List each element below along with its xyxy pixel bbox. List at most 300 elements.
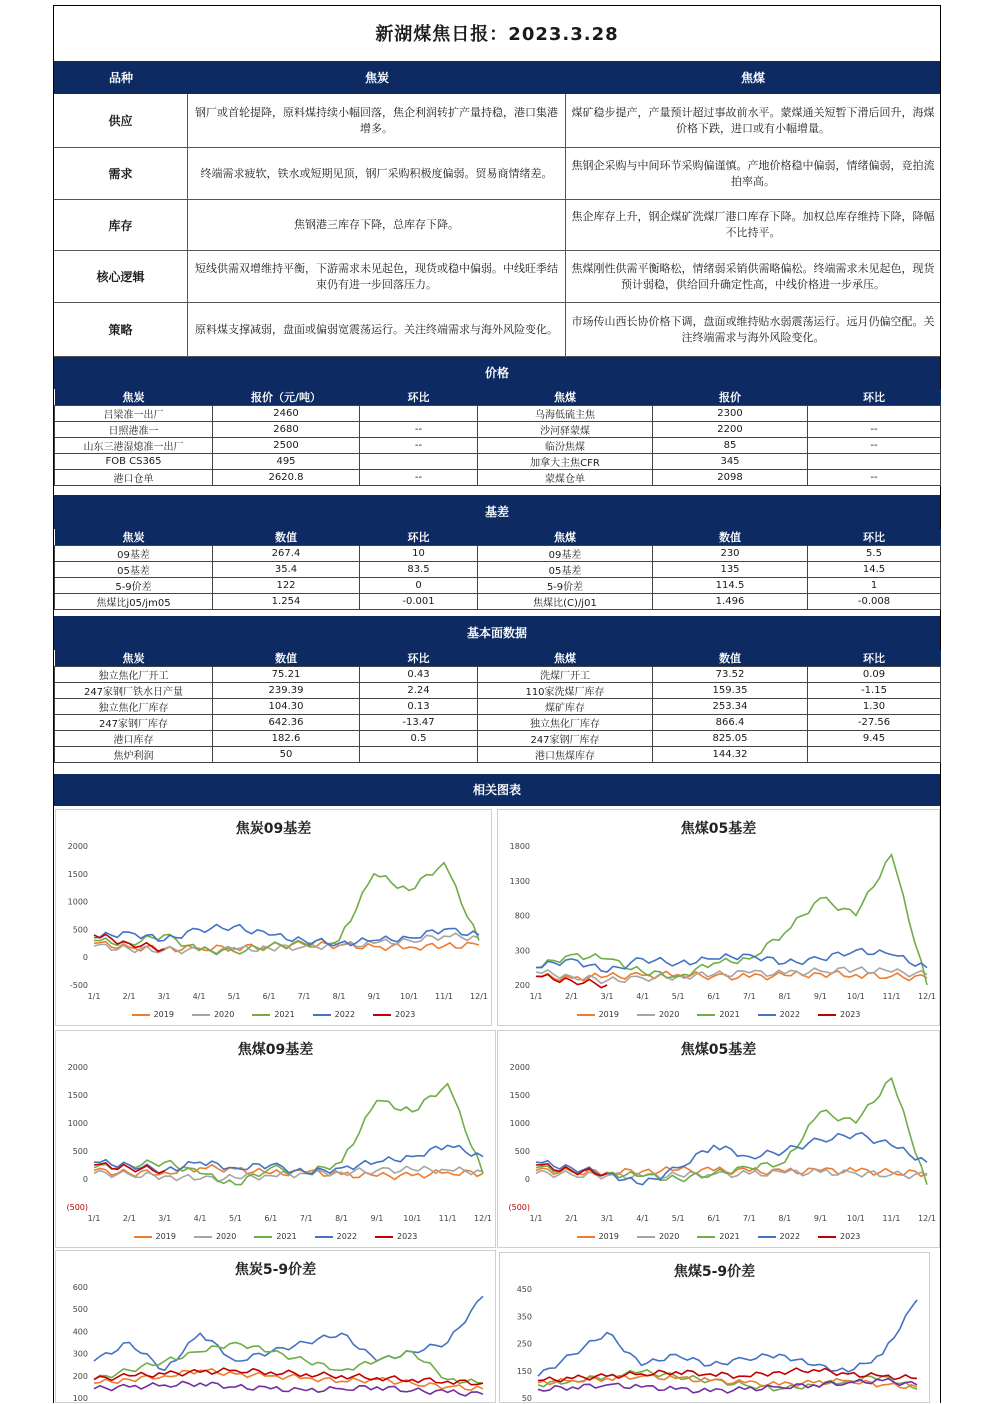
- legend-item: [315, 1232, 357, 1241]
- legend-item: [697, 1010, 739, 1019]
- y-tick-label: 1300: [509, 876, 530, 886]
- table-row: [55, 683, 941, 699]
- table-cell: 122: [213, 578, 360, 594]
- legend-label: 2020: [658, 1010, 680, 1019]
- chart-title: 焦煤09基差: [237, 1042, 314, 1058]
- x-tick-label: 7/1: [297, 992, 311, 1001]
- table-cell: 05基差: [478, 562, 653, 578]
- x-tick-label: 11/1: [882, 992, 901, 1001]
- table-cell: --: [360, 470, 478, 486]
- summary-row: [54, 251, 940, 303]
- chart-title: 焦炭09基差: [235, 821, 312, 837]
- x-tick-label: 9/1: [370, 1214, 384, 1223]
- summary-coke-text: 短线供需双增维持平衡，下游需求未见起色，现货或稳中偏弱。中线旺季结束仍有进一步回落压力。: [188, 251, 566, 302]
- legend-swatch: [818, 1014, 836, 1016]
- legend-item: [313, 1010, 355, 1019]
- table-cell: FOB CS365: [55, 454, 213, 470]
- x-tick-label: 10/1: [846, 1214, 865, 1223]
- legend-swatch: [373, 1014, 391, 1016]
- table-cell: 239.39: [213, 683, 360, 699]
- y-tick-label: 1000: [67, 897, 88, 907]
- table-header-cell: 焦煤: [478, 650, 653, 667]
- x-tick-label: 4/1: [192, 992, 206, 1001]
- y-tick-label: 200: [514, 981, 530, 990]
- table-cell: 焦煤比j05/jm05: [55, 594, 213, 610]
- table-row: [55, 546, 941, 562]
- legend-label: 2023: [840, 1232, 861, 1241]
- legend-item: [818, 1010, 860, 1019]
- x-tick-label: 3/1: [157, 992, 171, 1001]
- table-cell: -0.008: [808, 594, 941, 610]
- x-tick-label: 7/1: [742, 992, 756, 1001]
- table-header-cell: 环比: [360, 389, 478, 406]
- table-cell: [808, 406, 941, 422]
- legend-label: 2021: [719, 1010, 740, 1019]
- legend-label: 2023: [397, 1232, 418, 1241]
- summary-header: [54, 61, 940, 94]
- series-line: [538, 1300, 917, 1376]
- table-row: [55, 747, 941, 763]
- legend-item: [132, 1010, 174, 1019]
- summary-row-label: 策略: [54, 303, 188, 356]
- table-cell: 182.6: [213, 731, 360, 747]
- y-tick-label: 150: [516, 1366, 532, 1376]
- legend-label: 2023: [395, 1010, 416, 1019]
- y-tick-label: 1000: [67, 1119, 88, 1128]
- y-tick-label: 0: [82, 953, 88, 963]
- table-header-cell: 报价（元/吨）: [213, 389, 360, 406]
- table-cell: 2680: [213, 422, 360, 438]
- x-tick-label: 3/1: [600, 1214, 614, 1223]
- table-cell: 50: [213, 747, 360, 763]
- table-header-cell: 数值: [213, 529, 360, 546]
- x-tick-label: 6/1: [707, 992, 721, 1001]
- table-header-cell: 环比: [808, 529, 941, 546]
- table-row: [55, 578, 941, 594]
- table-cell: 114.5: [653, 578, 808, 594]
- table-cell: 09基差: [55, 546, 213, 562]
- series-line: [94, 1382, 483, 1396]
- table-row: [55, 715, 941, 731]
- table-cell: 港口库存: [55, 731, 213, 747]
- legend-swatch: [192, 1014, 210, 1016]
- summary-row-label: 核心逻辑: [54, 251, 188, 302]
- x-tick-label: 10/1: [846, 992, 865, 1001]
- table-cell: 825.05: [653, 731, 808, 747]
- summary-coke-text: 终端需求疲软，铁水或短期见顶，钢厂采购积极度偏弱。贸易商情绪差。: [188, 148, 566, 199]
- summary-coal-text: 焦企库存上升，钢企煤矿洗煤厂港口库存下降。加权总库存维持下降，降幅不比持平。: [571, 210, 935, 239]
- y-tick-label: 1000: [509, 1119, 530, 1128]
- table-cell: 0.09: [808, 667, 941, 683]
- table-cell: [808, 747, 941, 763]
- table-header-cell: 数值: [213, 650, 360, 667]
- table-cell: 1.30: [808, 699, 941, 715]
- table-row: [55, 562, 941, 578]
- table-cell: 独立焦化厂库存: [55, 699, 213, 715]
- report-title: 新湖煤焦日报：2023.3.28: [375, 24, 619, 45]
- x-tick-label: 9/1: [813, 992, 827, 1001]
- y-tick-label: 300: [72, 1349, 88, 1359]
- table-cell: --: [360, 422, 478, 438]
- table-header-cell: 数值: [653, 529, 808, 546]
- table-row: [55, 594, 941, 610]
- x-tick-label: 5/1: [229, 1214, 242, 1223]
- x-tick-label: 11/1: [438, 1214, 457, 1223]
- table-cell: -0.001: [360, 594, 478, 610]
- chart-svg: [498, 1031, 941, 1249]
- legend-item: [577, 1010, 619, 1019]
- x-tick-label: 3/1: [158, 1214, 172, 1223]
- series-line: [536, 855, 927, 985]
- legend-label: 2021: [274, 1010, 295, 1019]
- table-cell: 159.35: [653, 683, 808, 699]
- legend-label: 2019: [598, 1010, 619, 1019]
- summary-row: [54, 94, 940, 148]
- table-cell: 加拿大主焦CFR: [478, 454, 653, 470]
- x-tick-label: 1/1: [529, 1214, 543, 1223]
- table-cell: 港口焦煤库存: [478, 747, 653, 763]
- table-cell: -13.47: [360, 715, 478, 731]
- header-coke: 焦炭: [364, 71, 389, 85]
- table-cell: 山东三港湿熄准一出厂: [55, 438, 213, 454]
- table-cell: [360, 747, 478, 763]
- table-header-cell: 焦煤: [478, 389, 653, 406]
- legend-item: [758, 1010, 800, 1019]
- legend-label: 2022: [334, 1010, 356, 1019]
- table-cell: 247家钢厂库存: [478, 731, 653, 747]
- chart-svg: [56, 1251, 497, 1404]
- legend-item: [373, 1010, 415, 1019]
- legend-label: 2023: [840, 1010, 861, 1019]
- y-tick-label: 500: [514, 1147, 530, 1156]
- table-cell: [360, 406, 478, 422]
- table-cell: 煤矿库存: [478, 699, 653, 715]
- y-tick-label: 600: [72, 1283, 88, 1292]
- table-cell: 267.4: [213, 546, 360, 562]
- summary-row: [54, 303, 940, 357]
- chart-legend: [498, 1010, 939, 1019]
- table-cell: 0.43: [360, 667, 478, 683]
- summary-coal-text: 焦钢企采购与中间环节采购偏谨慎。产地价格稳中偏弱，情绪偏弱，竞拍流拍率高。: [571, 158, 935, 188]
- legend-swatch: [637, 1014, 655, 1016]
- table-header-cell: 环比: [360, 529, 478, 546]
- y-tick-label: 400: [72, 1327, 88, 1337]
- y-tick-label: 450: [516, 1285, 532, 1294]
- y-tick-label: 800: [514, 911, 530, 921]
- table-header-cell: 报价: [653, 389, 808, 406]
- x-tick-label: 4/1: [636, 992, 650, 1001]
- table-header-cell: 焦炭: [55, 650, 213, 667]
- legend-item: [637, 1232, 679, 1241]
- x-tick-label: 1/1: [87, 992, 101, 1001]
- legend-swatch: [315, 1236, 333, 1238]
- x-tick-label: 7/1: [742, 1214, 756, 1223]
- legend-swatch: [697, 1014, 715, 1016]
- chart-panel: [497, 809, 940, 1026]
- legend-label: 2020: [215, 1232, 237, 1241]
- basis-band: 基差: [54, 495, 940, 529]
- summary-row-label: 需求: [54, 148, 188, 199]
- legend-swatch: [818, 1236, 836, 1238]
- x-tick-label: 4/1: [636, 1214, 650, 1223]
- legend-label: 2019: [155, 1232, 176, 1241]
- table-header-cell: 环比: [360, 650, 478, 667]
- price-table: [54, 389, 941, 486]
- table-header-cell: 焦炭: [55, 389, 213, 406]
- table-cell: 2200: [653, 422, 808, 438]
- table-cell: 5-9价差: [478, 578, 653, 594]
- table-cell: 247家钢厂库存: [55, 715, 213, 731]
- table-cell: 83.5: [360, 562, 478, 578]
- chart-panel: [55, 1250, 496, 1403]
- legend-swatch: [252, 1014, 270, 1016]
- table-cell: 642.36: [213, 715, 360, 731]
- y-tick-label: 1500: [67, 869, 88, 879]
- legend-swatch: [697, 1236, 715, 1238]
- series-line: [536, 967, 927, 983]
- table-cell: 1.254: [213, 594, 360, 610]
- x-tick-label: 11/1: [882, 1214, 901, 1223]
- table-cell: 345: [653, 454, 808, 470]
- chart-svg: [498, 810, 941, 1027]
- table-cell: --: [808, 438, 941, 454]
- chart-title: 焦煤05基差: [680, 821, 757, 837]
- x-tick-label: 12/1: [474, 1214, 492, 1223]
- table-cell: 5-9价差: [55, 578, 213, 594]
- table-row: [55, 699, 941, 715]
- x-tick-label: 12/1: [918, 992, 936, 1001]
- x-tick-label: 8/1: [778, 1214, 792, 1223]
- x-tick-label: 12/1: [470, 992, 488, 1001]
- x-tick-label: 5/1: [671, 1214, 685, 1223]
- legend-item: [254, 1232, 296, 1241]
- y-tick-label: 2000: [67, 1063, 88, 1072]
- legend-label: 2020: [658, 1232, 680, 1241]
- summary-row: [54, 148, 940, 200]
- x-tick-label: 9/1: [813, 1214, 827, 1223]
- x-tick-label: 6/1: [262, 992, 276, 1001]
- legend-swatch: [313, 1014, 331, 1016]
- legend-item: [194, 1232, 236, 1241]
- basis-table: [54, 529, 941, 610]
- table-cell: 焦煤比(C)/j01: [478, 594, 653, 610]
- table-cell: 1.496: [653, 594, 808, 610]
- legend-item: [637, 1010, 679, 1019]
- summary-coal-text: 焦煤刚性供需平衡略松，情绪弱采销供需略偏松。终端需求未见起色，现货预计弱稳，供给回升确定性高，中线价格进一步承压。: [571, 261, 935, 291]
- legend-swatch: [194, 1236, 212, 1238]
- x-tick-label: 10/1: [403, 1214, 422, 1223]
- table-cell: --: [808, 422, 941, 438]
- fundamentals-band: 基本面数据: [54, 616, 940, 650]
- table-cell: [360, 454, 478, 470]
- y-tick-label: -500: [69, 981, 88, 990]
- series-line: [94, 925, 479, 946]
- table-cell: --: [360, 438, 478, 454]
- table-row: [55, 667, 941, 683]
- summary-row-label: 库存: [54, 200, 188, 250]
- y-tick-label: 0: [82, 1175, 88, 1184]
- table-cell: 10: [360, 546, 478, 562]
- x-tick-label: 2/1: [565, 992, 578, 1001]
- chart-panel: [497, 1030, 940, 1248]
- x-tick-label: 11/1: [435, 992, 453, 1001]
- table-cell: 35.4: [213, 562, 360, 578]
- chart-svg: [500, 1253, 931, 1404]
- x-tick-label: 12/1: [918, 1214, 936, 1223]
- y-tick-label: 100: [72, 1394, 88, 1403]
- y-tick-label: 2000: [67, 842, 88, 851]
- header-coal: 焦煤: [740, 71, 765, 85]
- table-header-cell: 焦炭: [55, 529, 213, 546]
- table-cell: 0.13: [360, 699, 478, 715]
- legend-swatch: [132, 1014, 150, 1016]
- x-tick-label: 5/1: [227, 992, 241, 1001]
- table-cell: 09基差: [478, 546, 653, 562]
- y-tick-label: 2000: [509, 1063, 530, 1072]
- table-cell: 14.5: [808, 562, 941, 578]
- table-cell: 洗煤厂开工: [478, 667, 653, 683]
- price-band: 价格: [54, 357, 940, 389]
- x-tick-label: 7/1: [299, 1214, 313, 1223]
- x-tick-label: 1/1: [529, 992, 543, 1001]
- table-cell: 吕梁准一出厂: [55, 406, 213, 422]
- table-cell: 247家钢厂铁水日产量: [55, 683, 213, 699]
- table-cell: 乌海低硫主焦: [478, 406, 653, 422]
- y-tick-label: 500: [72, 1147, 88, 1156]
- chart-panel: [499, 1252, 930, 1403]
- legend-swatch: [134, 1236, 152, 1238]
- legend-item: [134, 1232, 176, 1241]
- legend-swatch: [375, 1236, 393, 1238]
- summary-coal-text: 煤矿稳步提产，产量预计超过事故前水平。蒙煤通关短暂下滑后回升，海煤价格下跌，进口或有小幅增量。: [571, 105, 935, 135]
- table-cell: 2620.8: [213, 470, 360, 486]
- table-cell: 1: [808, 578, 941, 594]
- y-tick-label: 200: [72, 1371, 88, 1381]
- table-cell: 港口仓单: [55, 470, 213, 486]
- legend-label: 2019: [598, 1232, 619, 1241]
- table-cell: 230: [653, 546, 808, 562]
- chart-svg: [56, 1031, 497, 1249]
- table-cell: -1.15: [808, 683, 941, 699]
- table-cell: 73.52: [653, 667, 808, 683]
- table-cell: 蒙煤仓单: [478, 470, 653, 486]
- table-cell: 临汾焦煤: [478, 438, 653, 454]
- y-tick-label: 500: [72, 1305, 88, 1315]
- legend-swatch: [758, 1014, 776, 1016]
- x-tick-label: 1/1: [87, 1214, 101, 1223]
- x-tick-label: 8/1: [778, 992, 792, 1001]
- y-tick-label: 1800: [509, 842, 530, 851]
- x-tick-label: 6/1: [707, 1214, 721, 1223]
- x-tick-label: 8/1: [335, 1214, 348, 1223]
- series-line: [536, 1078, 927, 1184]
- legend-label: 2022: [779, 1232, 801, 1241]
- table-header-cell: 环比: [808, 650, 941, 667]
- legend-swatch: [577, 1236, 595, 1238]
- table-cell: 104.30: [213, 699, 360, 715]
- summary-coke-text: 焦钢港三库存下降，总库存下降。: [188, 200, 566, 250]
- series-line: [536, 949, 927, 973]
- chart-title: 焦煤05基差: [680, 1042, 757, 1058]
- table-cell: 866.4: [653, 715, 808, 731]
- legend-item: [577, 1232, 619, 1241]
- table-row: [55, 731, 941, 747]
- y-tick-label: (500): [508, 1203, 530, 1212]
- table-cell: 0.5: [360, 731, 478, 747]
- summary-row-label: 供应: [54, 94, 188, 147]
- y-tick-label: 1500: [509, 1091, 530, 1100]
- table-row: [55, 454, 941, 470]
- table-cell: 焦炉利润: [55, 747, 213, 763]
- fundamentals-table: [54, 650, 941, 763]
- table-header-cell: 环比: [808, 389, 941, 406]
- legend-label: 2022: [779, 1010, 801, 1019]
- table-cell: --: [808, 470, 941, 486]
- legend-swatch: [637, 1236, 655, 1238]
- x-tick-label: 3/1: [600, 992, 614, 1001]
- x-tick-label: 2/1: [122, 992, 136, 1001]
- legend-swatch: [758, 1236, 776, 1238]
- chart-svg: [56, 810, 493, 1027]
- chart-panel: [55, 809, 492, 1026]
- x-tick-label: 10/1: [400, 992, 418, 1001]
- table-cell: 独立焦化厂库存: [478, 715, 653, 731]
- legend-swatch: [577, 1014, 595, 1016]
- legend-label: 2021: [719, 1232, 740, 1241]
- chart-legend: [498, 1232, 939, 1241]
- legend-item: [252, 1010, 294, 1019]
- table-cell: 110家洗煤厂库存: [478, 683, 653, 699]
- charts-band: 相关图表: [54, 774, 940, 806]
- table-cell: 0: [360, 578, 478, 594]
- y-tick-label: (500): [66, 1203, 88, 1212]
- legend-item: [192, 1010, 234, 1019]
- table-cell: 135: [653, 562, 808, 578]
- legend-item: [697, 1232, 739, 1241]
- chart-legend: [56, 1010, 491, 1019]
- chart-legend: [56, 1232, 495, 1241]
- table-cell: 2098: [653, 470, 808, 486]
- chart-title: 焦炭5-9价差: [234, 1262, 317, 1278]
- x-tick-label: 9/1: [367, 992, 381, 1001]
- table-row: [55, 422, 941, 438]
- table-cell: 沙河驿蒙煤: [478, 422, 653, 438]
- table-cell: 9.45: [808, 731, 941, 747]
- table-cell: 2.24: [360, 683, 478, 699]
- table-cell: 5.5: [808, 546, 941, 562]
- y-tick-label: 1500: [67, 1091, 88, 1100]
- y-tick-label: 350: [516, 1312, 532, 1322]
- table-cell: 75.21: [213, 667, 360, 683]
- table-header-cell: 焦煤: [478, 529, 653, 546]
- table-cell: 独立焦化厂开工: [55, 667, 213, 683]
- legend-item: [818, 1232, 860, 1241]
- x-tick-label: 4/1: [193, 1214, 207, 1223]
- x-tick-label: 2/1: [565, 1214, 578, 1223]
- summary-coal-text: 市场传山西长协价格下调，盘面或维持贴水弱震荡运行。远月仍偏空配。关注终端需求与海外风险变化。: [571, 314, 935, 344]
- legend-label: 2022: [336, 1232, 358, 1241]
- table-row: [55, 470, 941, 486]
- table-cell: -27.56: [808, 715, 941, 731]
- summary-coke-text: 钢厂或首轮提降，原料煤持续小幅回落，焦企利润转扩产量持稳，港口集港增多。: [188, 94, 566, 147]
- y-tick-label: 300: [514, 946, 530, 956]
- legend-item: [758, 1232, 800, 1241]
- table-row: [55, 406, 941, 422]
- summary-row: [54, 200, 940, 251]
- table-cell: 2300: [653, 406, 808, 422]
- table-cell: 05基差: [55, 562, 213, 578]
- table-cell: 495: [213, 454, 360, 470]
